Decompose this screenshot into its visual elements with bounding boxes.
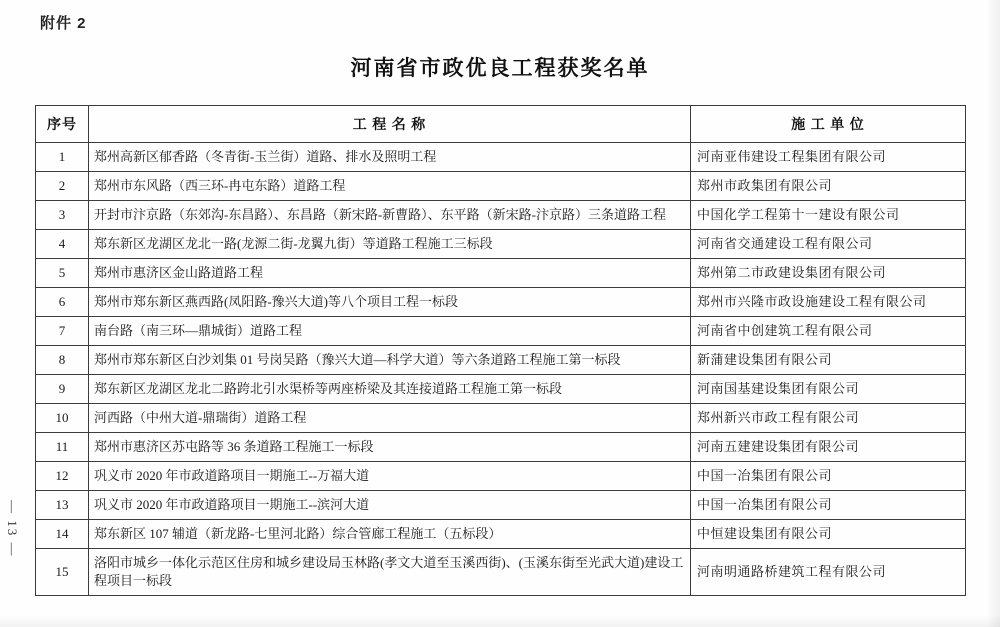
project-name-cell: 开封市汴京路（东郊沟-东昌路）、东昌路（新宋路-新曹路）、东平路（新宋路-汴京路）三条道路工程 xyxy=(89,201,691,230)
project-name-cell: 巩义市 2020 年市政道路项目一期施工--滨河大道 xyxy=(89,491,691,520)
project-name-cell: 郑东新区 107 辅道（新龙路-七里河北路）综合管廊工程施工（五标段） xyxy=(89,520,691,549)
table-row xyxy=(36,491,966,520)
page-title: 河南省市政优良工程获奖名单 xyxy=(350,57,650,80)
row-number-cell: 10 xyxy=(36,404,89,433)
construction-company-cell: 郑州第二市政建设集团有限公司 xyxy=(691,259,966,288)
project-name-cell: 郑州市郑东新区白沙刘集 01 号岗吴路（豫兴大道—科学大道）等六条道路工程施工第一标段 xyxy=(89,346,691,375)
construction-company-cell: 郑州市兴隆市政设施建设工程有限公司 xyxy=(691,288,966,317)
row-number-cell: 8 xyxy=(36,346,89,375)
header-cell-project: 工 程 名 称 xyxy=(89,106,691,143)
project-name-cell: 南台路（南三环—鼎城街）道路工程 xyxy=(89,317,691,346)
table-row xyxy=(36,230,966,259)
table-row xyxy=(36,317,966,346)
construction-company-cell: 中国化学工程第十一建设有限公司 xyxy=(691,201,966,230)
construction-company-cell: 中恒建设集团有限公司 xyxy=(691,520,966,549)
project-name-cell: 河西路（中州大道-鼎瑞街）道路工程 xyxy=(89,404,691,433)
page-number: — 13 — xyxy=(5,500,20,558)
row-number-cell: 6 xyxy=(36,288,89,317)
row-number-cell: 13 xyxy=(36,491,89,520)
row-number-cell: 12 xyxy=(36,462,89,491)
construction-company-cell: 河南亚伟建设工程集团有限公司 xyxy=(691,143,966,172)
table-body xyxy=(36,143,966,596)
awards-table xyxy=(35,105,966,596)
construction-company-cell: 中国一冶集团有限公司 xyxy=(691,491,966,520)
row-number-cell: 2 xyxy=(36,172,89,201)
page-edge-shadow-right xyxy=(986,0,1000,627)
row-number-cell: 11 xyxy=(36,433,89,462)
table-row xyxy=(36,462,966,491)
table-row xyxy=(36,259,966,288)
header-cell-company: 施 工 单 位 xyxy=(691,106,966,143)
table-row xyxy=(36,433,966,462)
table-row xyxy=(36,172,966,201)
project-name-cell: 郑州市惠济区苏屯路等 36 条道路工程施工一标段 xyxy=(89,433,691,462)
construction-company-cell: 新蒲建设集团有限公司 xyxy=(691,346,966,375)
project-name-cell: 郑州市郑东新区燕西路(凤阳路-豫兴大道)等八个项目工程一标段 xyxy=(89,288,691,317)
attachment-label: 附件 2 xyxy=(40,15,87,32)
construction-company-cell: 河南国基建设集团有限公司 xyxy=(691,375,966,404)
project-name-cell: 郑州高新区郁香路（冬青街-玉兰街）道路、排水及照明工程 xyxy=(89,143,691,172)
table-row xyxy=(36,143,966,172)
page-edge-shadow-bottom xyxy=(0,615,1000,627)
row-number-cell: 5 xyxy=(36,259,89,288)
row-number-cell: 14 xyxy=(36,520,89,549)
project-name-cell: 郑东新区龙湖区龙北二路跨北引水渠桥等两座桥梁及其连接道路工程施工第一标段 xyxy=(89,375,691,404)
project-name-cell: 洛阳市城乡一体化示范区住房和城乡建设局玉林路(孝文大道至玉溪西街)、(玉溪东街至光武大道)建设工程项目一标段 xyxy=(89,549,691,596)
table-row xyxy=(36,549,966,596)
row-number-cell: 4 xyxy=(36,230,89,259)
project-name-cell: 郑州市惠济区金山路道路工程 xyxy=(89,259,691,288)
row-number-cell: 3 xyxy=(36,201,89,230)
row-number-cell: 15 xyxy=(36,549,89,596)
table-row xyxy=(36,346,966,375)
table-row xyxy=(36,520,966,549)
row-number-cell: 1 xyxy=(36,143,89,172)
construction-company-cell: 郑州新兴市政工程有限公司 xyxy=(691,404,966,433)
construction-company-cell: 中国一冶集团有限公司 xyxy=(691,462,966,491)
project-name-cell: 巩义市 2020 年市政道路项目一期施工--万福大道 xyxy=(89,462,691,491)
row-number-cell: 9 xyxy=(36,375,89,404)
construction-company-cell: 河南明通路桥建筑工程有限公司 xyxy=(691,549,966,596)
row-number-cell: 7 xyxy=(36,317,89,346)
construction-company-cell: 河南五建建设集团有限公司 xyxy=(691,433,966,462)
table-row xyxy=(36,404,966,433)
construction-company-cell: 郑州市政集团有限公司 xyxy=(691,172,966,201)
project-name-cell: 郑东新区龙湖区龙北一路(龙源二街-龙翼九街）等道路工程施工三标段 xyxy=(89,230,691,259)
construction-company-cell: 河南省交通建设工程有限公司 xyxy=(691,230,966,259)
table-row xyxy=(36,375,966,404)
table-row xyxy=(36,288,966,317)
project-name-cell: 郑州市东风路（西三环-冉屯东路）道路工程 xyxy=(89,172,691,201)
table-row xyxy=(36,201,966,230)
table-header-row xyxy=(36,106,966,143)
construction-company-cell: 河南省中创建筑工程有限公司 xyxy=(691,317,966,346)
header-cell-number: 序号 xyxy=(36,106,89,143)
